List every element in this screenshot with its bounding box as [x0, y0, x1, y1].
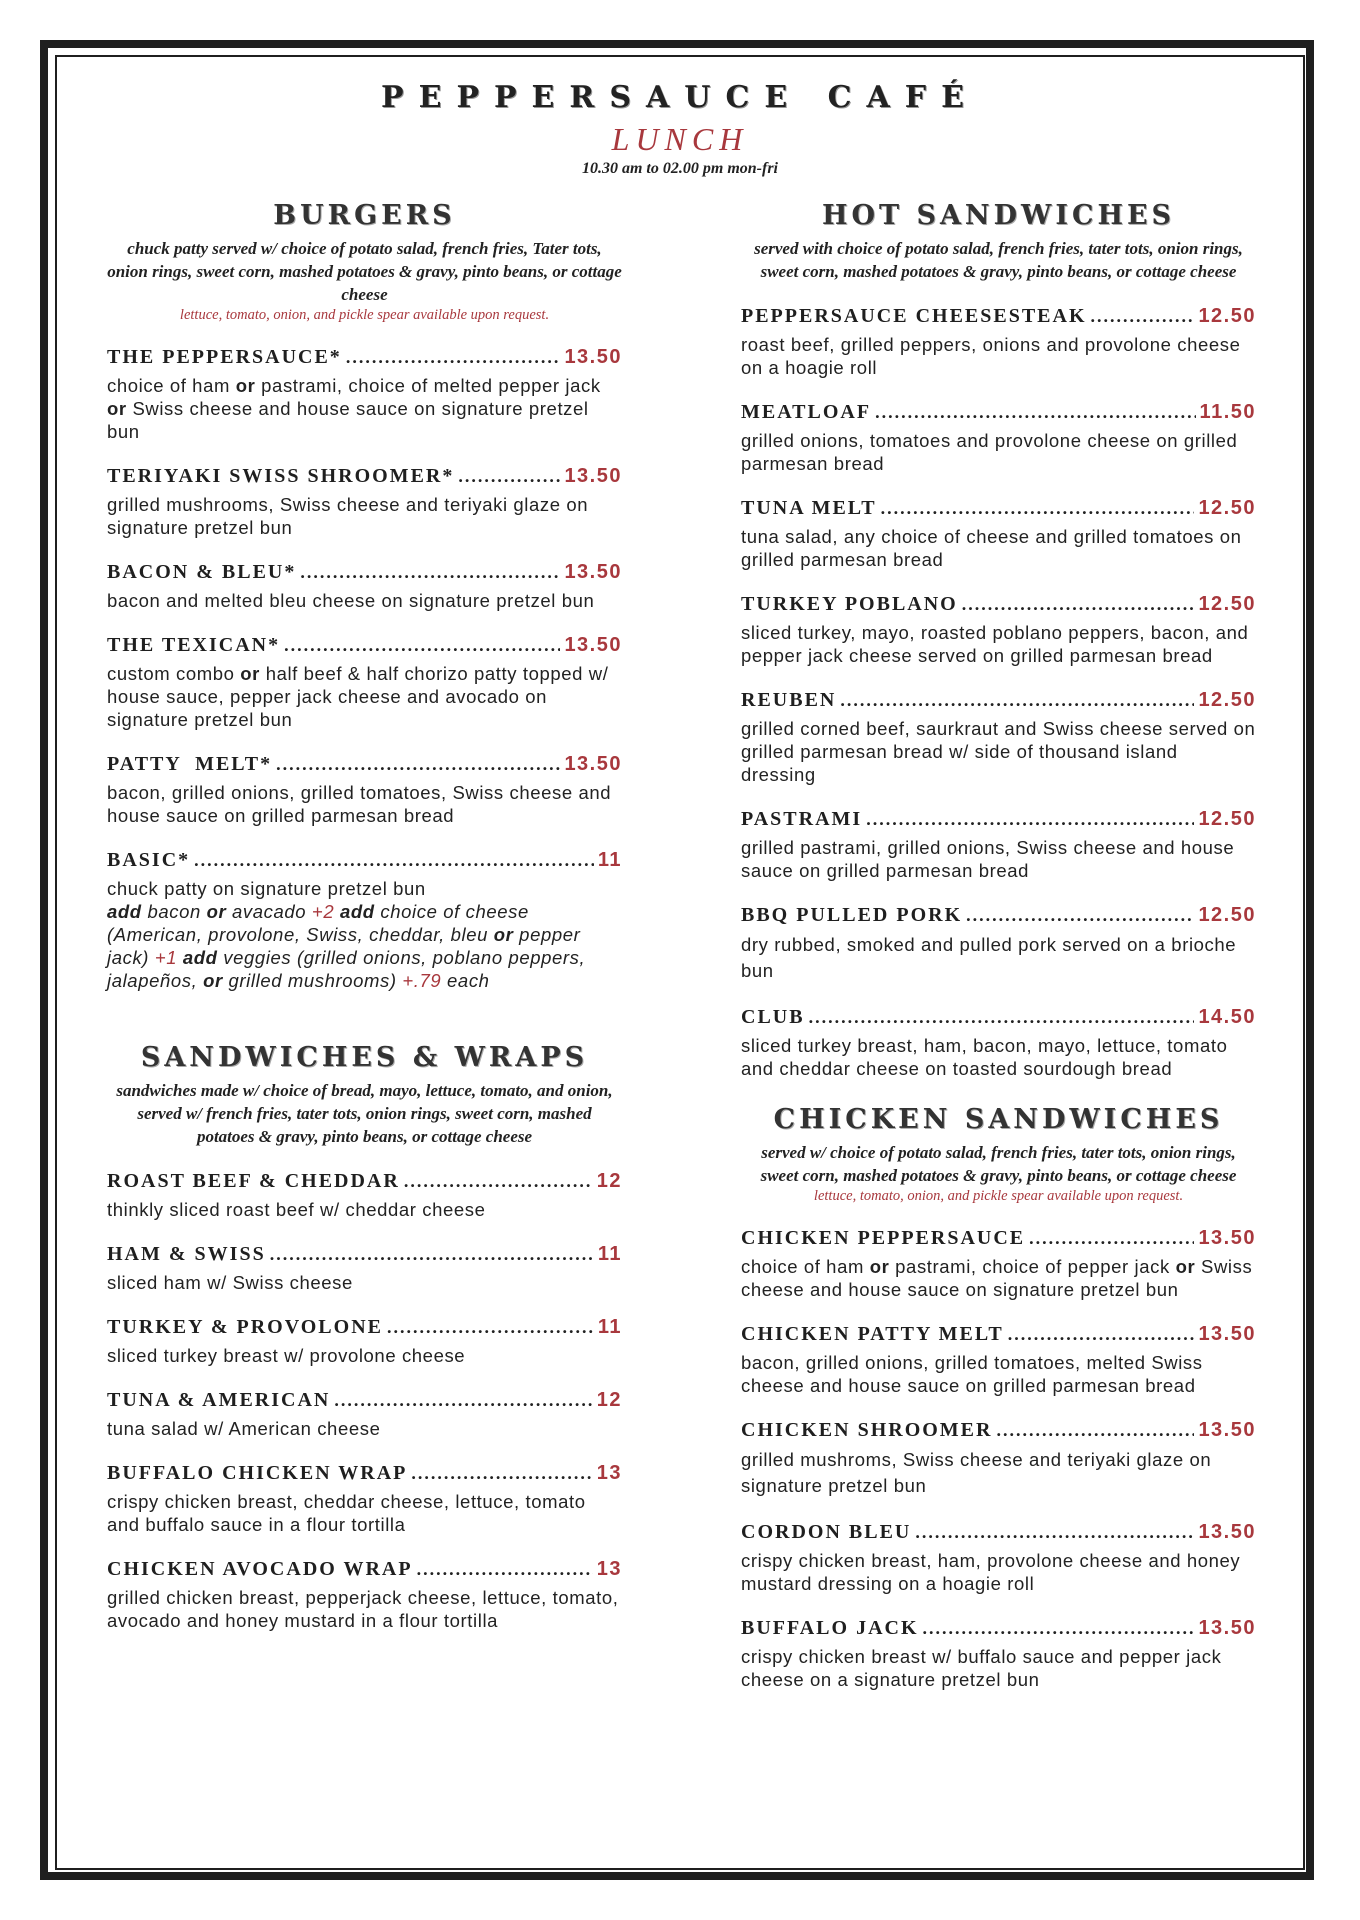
item-price: 13.50: [1198, 1419, 1256, 1441]
menu-item: [741, 689, 1256, 786]
menu-item: [107, 561, 622, 612]
item-name: TERIYAKI SWISS SHROOMER*: [107, 465, 455, 487]
menu-item: [107, 1170, 622, 1221]
item-name: BBQ PULLED PORK: [741, 904, 963, 926]
item-price: 12.50: [1198, 305, 1256, 327]
item-price: 12: [596, 1170, 622, 1192]
item-price: 13.50: [1198, 1521, 1256, 1543]
item-description: choice of ham or pastrami, choice of pepper jack or Swiss cheese and house sauce on signature pretzel bun: [741, 1256, 1253, 1300]
item-price: 13.50: [564, 346, 622, 368]
item-price: 13.50: [564, 753, 622, 775]
item-description: crispy chicken breast w/ buffalo sauce and pepper jack cheese on a signature pretzel bun: [741, 1646, 1222, 1690]
item-price: 13: [596, 1462, 622, 1484]
item-name: BASIC*: [107, 849, 191, 871]
item-name: CORDON BLEU: [741, 1521, 912, 1543]
menu-item: [741, 593, 1256, 667]
item-description: crispy chicken breast, cheddar cheese, lettuce, tomato and buffalo sauce in a flour tortilla: [107, 1491, 586, 1535]
menu-item: [741, 1521, 1256, 1595]
item-description: dry rubbed, smoked and pulled pork served on a brioche bun: [741, 934, 1237, 981]
menu-item: [107, 465, 622, 539]
item-description: sliced ham w/ Swiss cheese: [107, 1272, 353, 1293]
item-price: 11.50: [1199, 401, 1256, 423]
section-note: lettuce, tomato, onion, and pickle spear available upon request.: [813, 1188, 1184, 1204]
item-name: CLUB: [741, 1006, 805, 1028]
item-price: 11: [597, 1316, 622, 1338]
item-description: grilled chicken breast, pepperjack cheese, lettuce, tomato, avocado and honey mustard in a flour tortilla: [107, 1587, 619, 1631]
item-description: bacon and melted bleu cheese on signature pretzel bun: [107, 590, 595, 611]
item-description: grilled pastrami, grilled onions, Swiss cheese and house sauce on grilled parmesan bread: [741, 837, 1235, 881]
service-hours: 10.30 am to 02.00 pm mon-fri: [581, 160, 778, 177]
section-title: CHICKEN SANDWICHES: [773, 1104, 1224, 1135]
item-price: 12.50: [1198, 808, 1256, 830]
item-price: 12.50: [1198, 593, 1256, 615]
item-name: BACON & BLEU*: [107, 561, 297, 583]
item-name: ROAST BEEF & CHEDDAR: [107, 1170, 400, 1192]
menu-item: [107, 1243, 622, 1294]
item-description: bacon, grilled onions, grilled tomatoes, melted Swiss cheese and house sauce on grilled parmesan bread: [741, 1352, 1203, 1396]
left-column: [107, 200, 622, 1632]
item-price: 13.50: [564, 465, 622, 487]
item-price: 11: [597, 849, 622, 871]
sandwiches-wraps-section: [107, 1042, 622, 1632]
menu-item: [107, 849, 622, 992]
section-note: lettuce, tomato, onion, and pickle spear available upon request.: [179, 307, 550, 323]
item-name: PATTY MELT*: [107, 753, 273, 775]
section-description: chuck patty served w/ choice of potato salad, french fries, Tater tots, onion rings, sweet corn, mashed potatoes & gravy, pinto beans, or cottage cheese: [107, 239, 622, 304]
item-name: PASTRAMI: [741, 808, 863, 830]
item-description: grilled mushrooms, Swiss cheese and teriyaki glaze on signature pretzel bun: [107, 494, 589, 538]
item-description: grilled corned beef, saurkraut and Swiss cheese served on grilled parmesan bread w/ side of thousand island dressing: [741, 718, 1256, 785]
menu-item: [741, 1227, 1256, 1301]
menu-subtitle: LUNCH: [611, 121, 749, 157]
item-name: MEATLOAF: [741, 401, 872, 423]
item-price: 13.50: [1198, 1617, 1256, 1639]
item-description: sliced turkey breast, ham, bacon, mayo, lettuce, tomato and cheddar cheese on toasted sourdough bread: [741, 1035, 1228, 1079]
menu-item: [741, 1006, 1256, 1080]
menu-item: [741, 1323, 1256, 1397]
item-name: THE PEPPERSAUCE*: [107, 346, 342, 368]
item-description: bacon, grilled onions, grilled tomatoes, Swiss cheese and house sauce on grilled parmesan bread: [107, 782, 612, 826]
menu-item: [107, 1389, 622, 1440]
item-price: 12: [596, 1389, 622, 1411]
item-description: chuck patty on signature pretzel bun add bacon or avacado +2 add choice of cheese (American, provolone, Swiss, cheddar, bleu or pepper jack) +1 add veggies (grilled onions, poblano peppers, jalapeños, or grilled mushrooms) +.79 each: [107, 878, 586, 991]
menu-item: [107, 346, 622, 443]
item-description: thinkly sliced roast beef w/ cheddar cheese: [107, 1199, 486, 1220]
hot-sandwiches-section: [741, 200, 1256, 1080]
section-title: SANDWICHES & WRAPS: [140, 1042, 589, 1073]
menu-item: [107, 634, 622, 731]
item-price: 13.50: [1198, 1227, 1256, 1249]
item-description: crispy chicken breast, ham, provolone cheese and honey mustard dressing on a hoagie roll: [741, 1550, 1241, 1594]
menu-item: [741, 1617, 1256, 1691]
menu-item: [741, 904, 1256, 984]
item-name: REUBEN: [741, 689, 837, 711]
menu-item: [741, 497, 1256, 571]
item-description: grilled mushroms, Swiss cheese and teriyaki glaze on signature pretzel bun: [741, 1449, 1212, 1496]
menu-header: [0, 80, 1360, 178]
item-description: choice of ham or pastrami, choice of melted pepper jack or Swiss cheese and house sauce on signature pretzel bun: [107, 375, 601, 442]
item-name: CHICKEN PEPPERSAUCE: [741, 1227, 1026, 1249]
item-price: 13: [596, 1558, 622, 1580]
menu-item: [741, 1419, 1256, 1499]
item-name: CHICKEN PATTY MELT: [741, 1323, 1004, 1345]
section-description: served with choice of potato salad, french fries, tater tots, onion rings, sweet corn, mashed potatoes & gravy, pinto beans, or cottage cheese: [754, 239, 1243, 281]
item-price: 13.50: [564, 561, 622, 583]
item-description: tuna salad w/ American cheese: [107, 1418, 381, 1439]
section-description: sandwiches made w/ choice of bread, mayo, lettuce, tomato, and onion, served w/ french fries, tater tots, onion rings, sweet corn, mashed potatoes & gravy, pinto beans, or cottage cheese: [116, 1081, 613, 1146]
item-description: custom combo or half beef & half chorizo patty topped w/ house sauce, pepper jack cheese and avocado on signature pretzel bun: [107, 663, 609, 730]
menu-item: [107, 1462, 622, 1536]
cafe-title: PEPPERSAUCE CAFÉ: [381, 80, 979, 115]
item-name: BUFFALO CHICKEN WRAP: [107, 1462, 408, 1484]
item-description: tuna salad, any choice of cheese and grilled tomatoes on grilled parmesan bread: [741, 526, 1242, 570]
item-price: 12.50: [1198, 904, 1256, 926]
menu-item: [107, 1316, 622, 1367]
item-name: TUNA & AMERICAN: [107, 1389, 331, 1411]
item-price: 13.50: [564, 634, 622, 656]
item-name: TURKEY & PROVOLONE: [107, 1316, 383, 1338]
item-name: CHICKEN SHROOMER: [741, 1419, 993, 1441]
item-name: PEPPERSAUCE CHEESESTEAK: [741, 305, 1087, 327]
section-description: served w/ choice of potato salad, french fries, tater tots, onion rings, sweet corn, mashed potatoes & gravy, pinto beans, or cottage cheese: [760, 1143, 1237, 1185]
menu-item: [741, 305, 1256, 379]
item-description: grilled onions, tomatoes and provolone cheese on grilled parmesan bread: [741, 430, 1238, 474]
item-name: CHICKEN AVOCADO WRAP: [107, 1558, 413, 1580]
item-price: 11: [597, 1243, 622, 1265]
menu-item: [741, 808, 1256, 882]
right-column: [741, 200, 1256, 1691]
menu-item: [741, 401, 1256, 475]
item-price: 12.50: [1198, 497, 1256, 519]
item-name: TUNA MELT: [741, 497, 877, 519]
section-title: BURGERS: [273, 200, 456, 231]
burgers-section: [107, 200, 622, 992]
item-name: TURKEY POBLANO: [741, 593, 958, 615]
menu-item: [107, 753, 622, 827]
menu-item: [107, 1558, 622, 1632]
item-description: sliced turkey breast w/ provolone cheese: [107, 1345, 466, 1366]
section-title: HOT SANDWICHES: [821, 200, 1176, 231]
chicken-sandwiches-section: [741, 1104, 1256, 1691]
item-description: roast beef, grilled peppers, onions and provolone cheese on a hoagie roll: [741, 334, 1241, 378]
item-price: 14.50: [1198, 1006, 1256, 1028]
item-price: 12.50: [1198, 689, 1256, 711]
item-name: THE TEXICAN*: [107, 634, 281, 656]
item-description: sliced turkey, mayo, roasted poblano peppers, bacon, and pepper jack cheese served on grilled parmesan bread: [741, 622, 1249, 666]
item-name: HAM & SWISS: [107, 1243, 266, 1265]
item-name: BUFFALO JACK: [741, 1617, 919, 1639]
item-price: 13.50: [1198, 1323, 1256, 1345]
